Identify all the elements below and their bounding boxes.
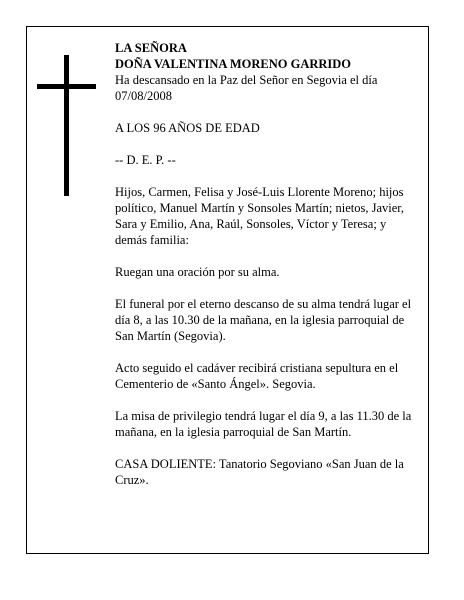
mass-paragraph: La misa de privilegio tendrá lugar el día 9, a las 11.30 de la mañana, en la iglesia parroquial de San Martín. xyxy=(115,409,412,439)
burial-paragraph: Acto seguido el cadáver recibirá cristiana sepultura en el Cementerio de «Santo Ángel». Segovia. xyxy=(115,361,399,391)
cross-icon-crossbar xyxy=(37,84,96,89)
funeral-paragraph: El funeral por el eterno descanso de su alma tendrá lugar el día 8, a las 10.30 de la mañana, en la iglesia parroquial de San Martín (Segovia). xyxy=(115,297,412,343)
obituary-text xyxy=(115,40,420,504)
obituary-header xyxy=(115,40,420,104)
title-honorific: LA SEÑORA xyxy=(115,41,187,55)
prayer-paragraph: Ruegan una oración por su alma. xyxy=(115,265,280,279)
family-paragraph: Hijos, Carmen, Felisa y José-Luis Llorente Moreno; hijos político, Manuel Martín y Sonsoles Martín; nietos, Javier, Sara y Emilio, Ana, Raúl, Sonsoles, Víctor y Teresa; y demás familia: xyxy=(115,185,405,247)
mourning-house-paragraph: CASA DOLIENTE: Tanatorio Segoviano «San Juan de la Cruz». xyxy=(115,457,404,487)
rip-line: -- D. E. P. -- xyxy=(115,153,176,167)
announcement-text: Ha descansado en la Paz del Señor en Segovia el día 07/08/2008 xyxy=(115,73,378,103)
deceased-name: DOÑA VALENTINA MORENO GARRIDO xyxy=(115,57,352,71)
cross-icon xyxy=(64,55,69,196)
age-line: A LOS 96 AÑOS DE EDAD xyxy=(115,121,260,135)
